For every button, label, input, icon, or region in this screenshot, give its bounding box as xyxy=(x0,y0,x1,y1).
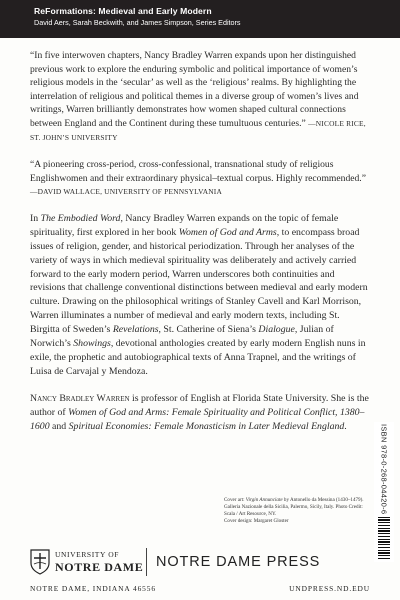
main-text xyxy=(30,49,370,434)
prev-book-title: Women of God and Arms xyxy=(178,226,277,238)
book-title: Women of God and Arms: Female Spirituality and Political Conflict, 1380–1600 xyxy=(30,406,365,432)
desc-text: , Julian of Norwich’s xyxy=(30,324,334,350)
isbn-barcode xyxy=(374,422,394,562)
showings-title: Showings xyxy=(73,338,111,350)
desc-text: , to encompass broad issues of religion, gender, and historical periodization. Through her analyses of the variety of ways in which medieval spirituality was deliberately and actively carried forward to the early modern period, Warren underscores both continuities and revisions that challenge conventional distinctions between medieval and early modern culture. Drawing on the philosophical writings of Stanley Cavell and Karl Morrison, Warren illuminates a number of medieval and early modern texts, including St. Birgitta of Sweden’s xyxy=(30,226,368,336)
credit-line: Cover design: Margaret Gloster xyxy=(224,518,289,525)
revelations-title: Revelations xyxy=(112,324,159,336)
desc-text: , St. Catherine of Siena’s xyxy=(158,324,259,336)
author-bio xyxy=(30,392,370,434)
publisher-url: UNDPRESS.ND.EDU xyxy=(289,584,370,593)
dialogue-title: Dialogue xyxy=(258,324,295,336)
credit-line xyxy=(224,497,364,504)
bio-text: and xyxy=(49,420,69,432)
isbn-text: ISBN 978-0-268-04420-6 xyxy=(379,424,389,515)
press-name: NOTRE DAME PRESS xyxy=(156,554,321,570)
desc-text: , Nancy Bradley Warren expands on the topic of female spirituality, first explored in her book xyxy=(30,212,339,238)
series-header xyxy=(0,0,400,38)
series-title: ReFormations: Medieval and Early Modern xyxy=(34,6,212,16)
blurb-wallace xyxy=(30,158,370,199)
blurb-text: “In five interwoven chapters, Nancy Bradley Warren expands upon her distinguished previous work to explore the enduring symbolic and political importance of women’s religious models in the ‘secular’ as well as the ‘religious’ realms. By highlighting the interrelation of religious and political themes in a diverse group of women’s lives and writings, Warren brilliantly demonstrates how women shaped cultural connections between England and the Continent during these tumultuous centuries.” xyxy=(30,50,359,129)
barcode-bars xyxy=(378,517,390,560)
desc-text: In xyxy=(30,212,41,224)
book-description xyxy=(30,212,370,379)
blurb-rice xyxy=(30,49,370,144)
university-name-line2: NOTRE DAME xyxy=(55,560,144,574)
shield-icon xyxy=(30,549,50,575)
publisher-logos xyxy=(30,548,370,578)
artwork-title: Virgin Annunciate xyxy=(245,497,283,503)
blurb-attribution: —DAVID WALLACE, UNIVERSITY OF PENNSYLVANIA xyxy=(30,187,223,197)
publisher-location: NOTRE DAME, INDIANA 46556 xyxy=(30,584,156,593)
series-editors: David Aers, Sarah Beckwith, and James Simpson, Series Editors xyxy=(34,18,241,27)
university-name-line1: UNIVERSITY OF xyxy=(55,550,119,559)
blurb-attribution: —NICOLE RICE, ST. JOHN’S UNIVERSITY xyxy=(30,118,366,142)
credit-text: by Antonello da Messina (1430–1479). xyxy=(282,497,364,503)
author-name: Nancy Bradley Warren xyxy=(30,392,130,404)
bio-text: is professor of English at Florida State University. She is the author of xyxy=(30,392,369,418)
book-title: The Embodied Word xyxy=(40,212,121,224)
credit-line: Galleria Nazionale della Sicilia, Palermo, Sicily, Italy. Photo Credit: Scala / Art Resource, NY. xyxy=(224,504,363,518)
book-title: Spiritual Economies: Female Monasticism in Later Medieval England xyxy=(68,420,345,432)
desc-text: , devotional anthologies created by early modern English nuns in exile, the prophetic and autobiographical texts of Anna Trapnel, and the writings of Luisa de Carvajal y Mendoza. xyxy=(30,338,366,377)
credit-text: Cover art: xyxy=(224,497,246,503)
cover-credits xyxy=(224,497,364,525)
logo-divider xyxy=(146,548,147,576)
blurb-text: “A pioneering cross-period, cross-confessional, transnational study of religious Englishwomen and their extraordinary physical–textual corpus. Highly recommended.” xyxy=(30,159,366,184)
footer xyxy=(30,584,370,593)
bio-text: . xyxy=(344,420,347,432)
